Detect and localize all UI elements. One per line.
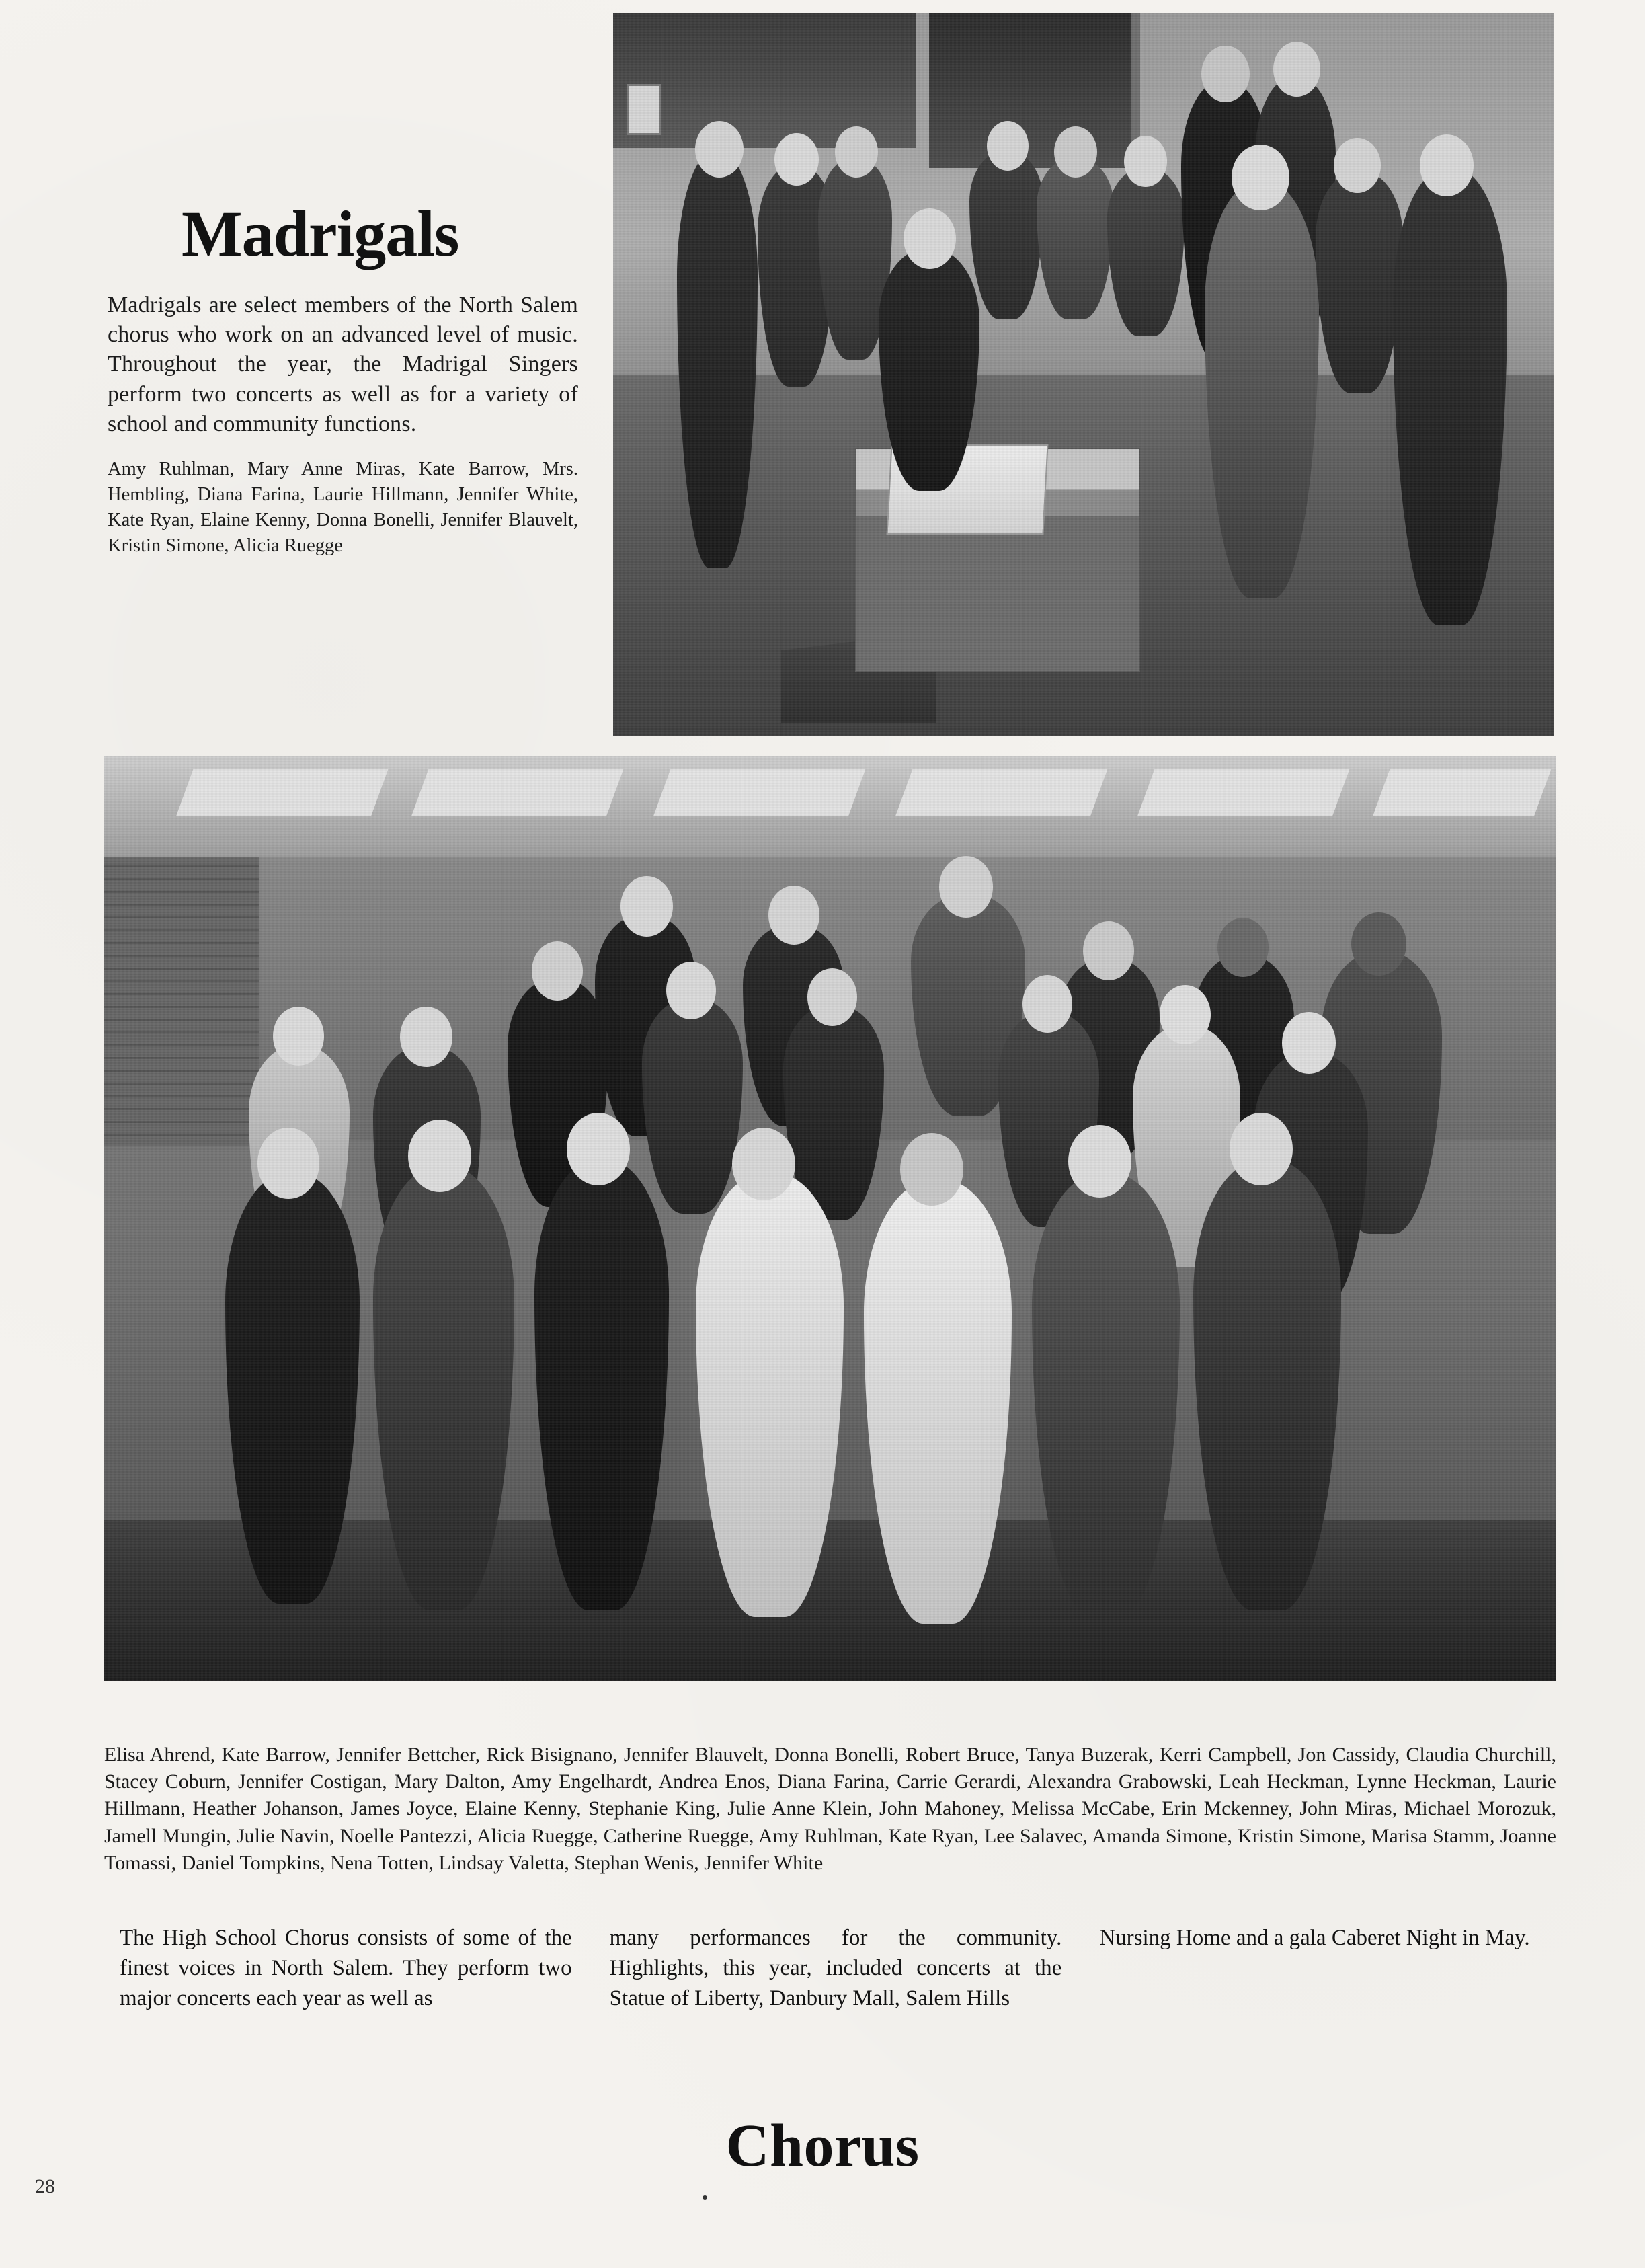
chorus-member-list: Elisa Ahrend, Kate Barrow, Jennifer Bettcher, Rick Bisignano, Jennifer Blauvelt, Donna Bonelli, Robert Bruce, Tanya Buzerak, Kerri Campbell, Jon Cassidy, Claudia Churchill, Stacey Coburn, Jennifer Costigan, Mary Dalton, Amy Engelhardt, Andrea Enos, Diana Farina, Carrie Gerardi, Alexandra Grabowski, Leah Heckman, Lynne Heckman, Laurie Hillmann, Heather Johanson, James Joyce, Elaine Kenny, Stephanie King, Julie Anne Klein, John Mahoney, Melissa McCabe, Erin Mckenney, John Miras, Michael Morozuk, Jamell Mungin, Julie Navin, Noelle Pantezzi, Alicia Ruegge, Catherine Ruegge, Amy Ruhlman, Kate Ryan, Lee Salavec, Amanda Simone, Kristin Simone, Marisa Stamm, Joanne Tomassi, Daniel Tompkins, Nena Totten, Lindsay Valetta, Stephan Wenis, Jennifer White	[104, 1744, 1556, 1874]
madrigals-section	[108, 198, 578, 559]
chorus-column-2: many performances for the community. Highlights, this year, included concerts at the Statue of Liberty, Danbury Mall, Salem Hills	[609, 1926, 1062, 2010]
madrigals-member-list: Amy Ruhlman, Mary Anne Miras, Kate Barrow, Mrs. Hembling, Diana Farina, Laurie Hillmann, Jennifer White, Kate Ryan, Elaine Kenny, Donna Bonelli, Jennifer Blauvelt, Kristin Simone, Alicia Ruegge	[108, 458, 578, 556]
page-number: 28	[35, 2175, 55, 2197]
center-mark	[703, 2195, 707, 2200]
chorus-column-3: Nursing Home and a gala Caberet Night in May.	[1099, 1926, 1530, 1950]
chorus-heading: Chorus	[725, 2113, 920, 2179]
chorus-group-photo	[104, 756, 1556, 1681]
madrigals-heading: Madrigals	[182, 198, 459, 270]
chorus-column-1: The High School Chorus consists of some of the finest voices in North Salem. They perform two major concerts each year as well as	[120, 1926, 572, 2010]
chorus-article-columns	[120, 1923, 1552, 2014]
madrigals-description: Madrigals are select members of the North Salem chorus who work on an advanced level of music. Throughout the year, the Madrigal Singers perform two concerts as well as for a variety of school and community functions.	[108, 292, 578, 436]
madrigals-group-photo	[613, 13, 1554, 736]
